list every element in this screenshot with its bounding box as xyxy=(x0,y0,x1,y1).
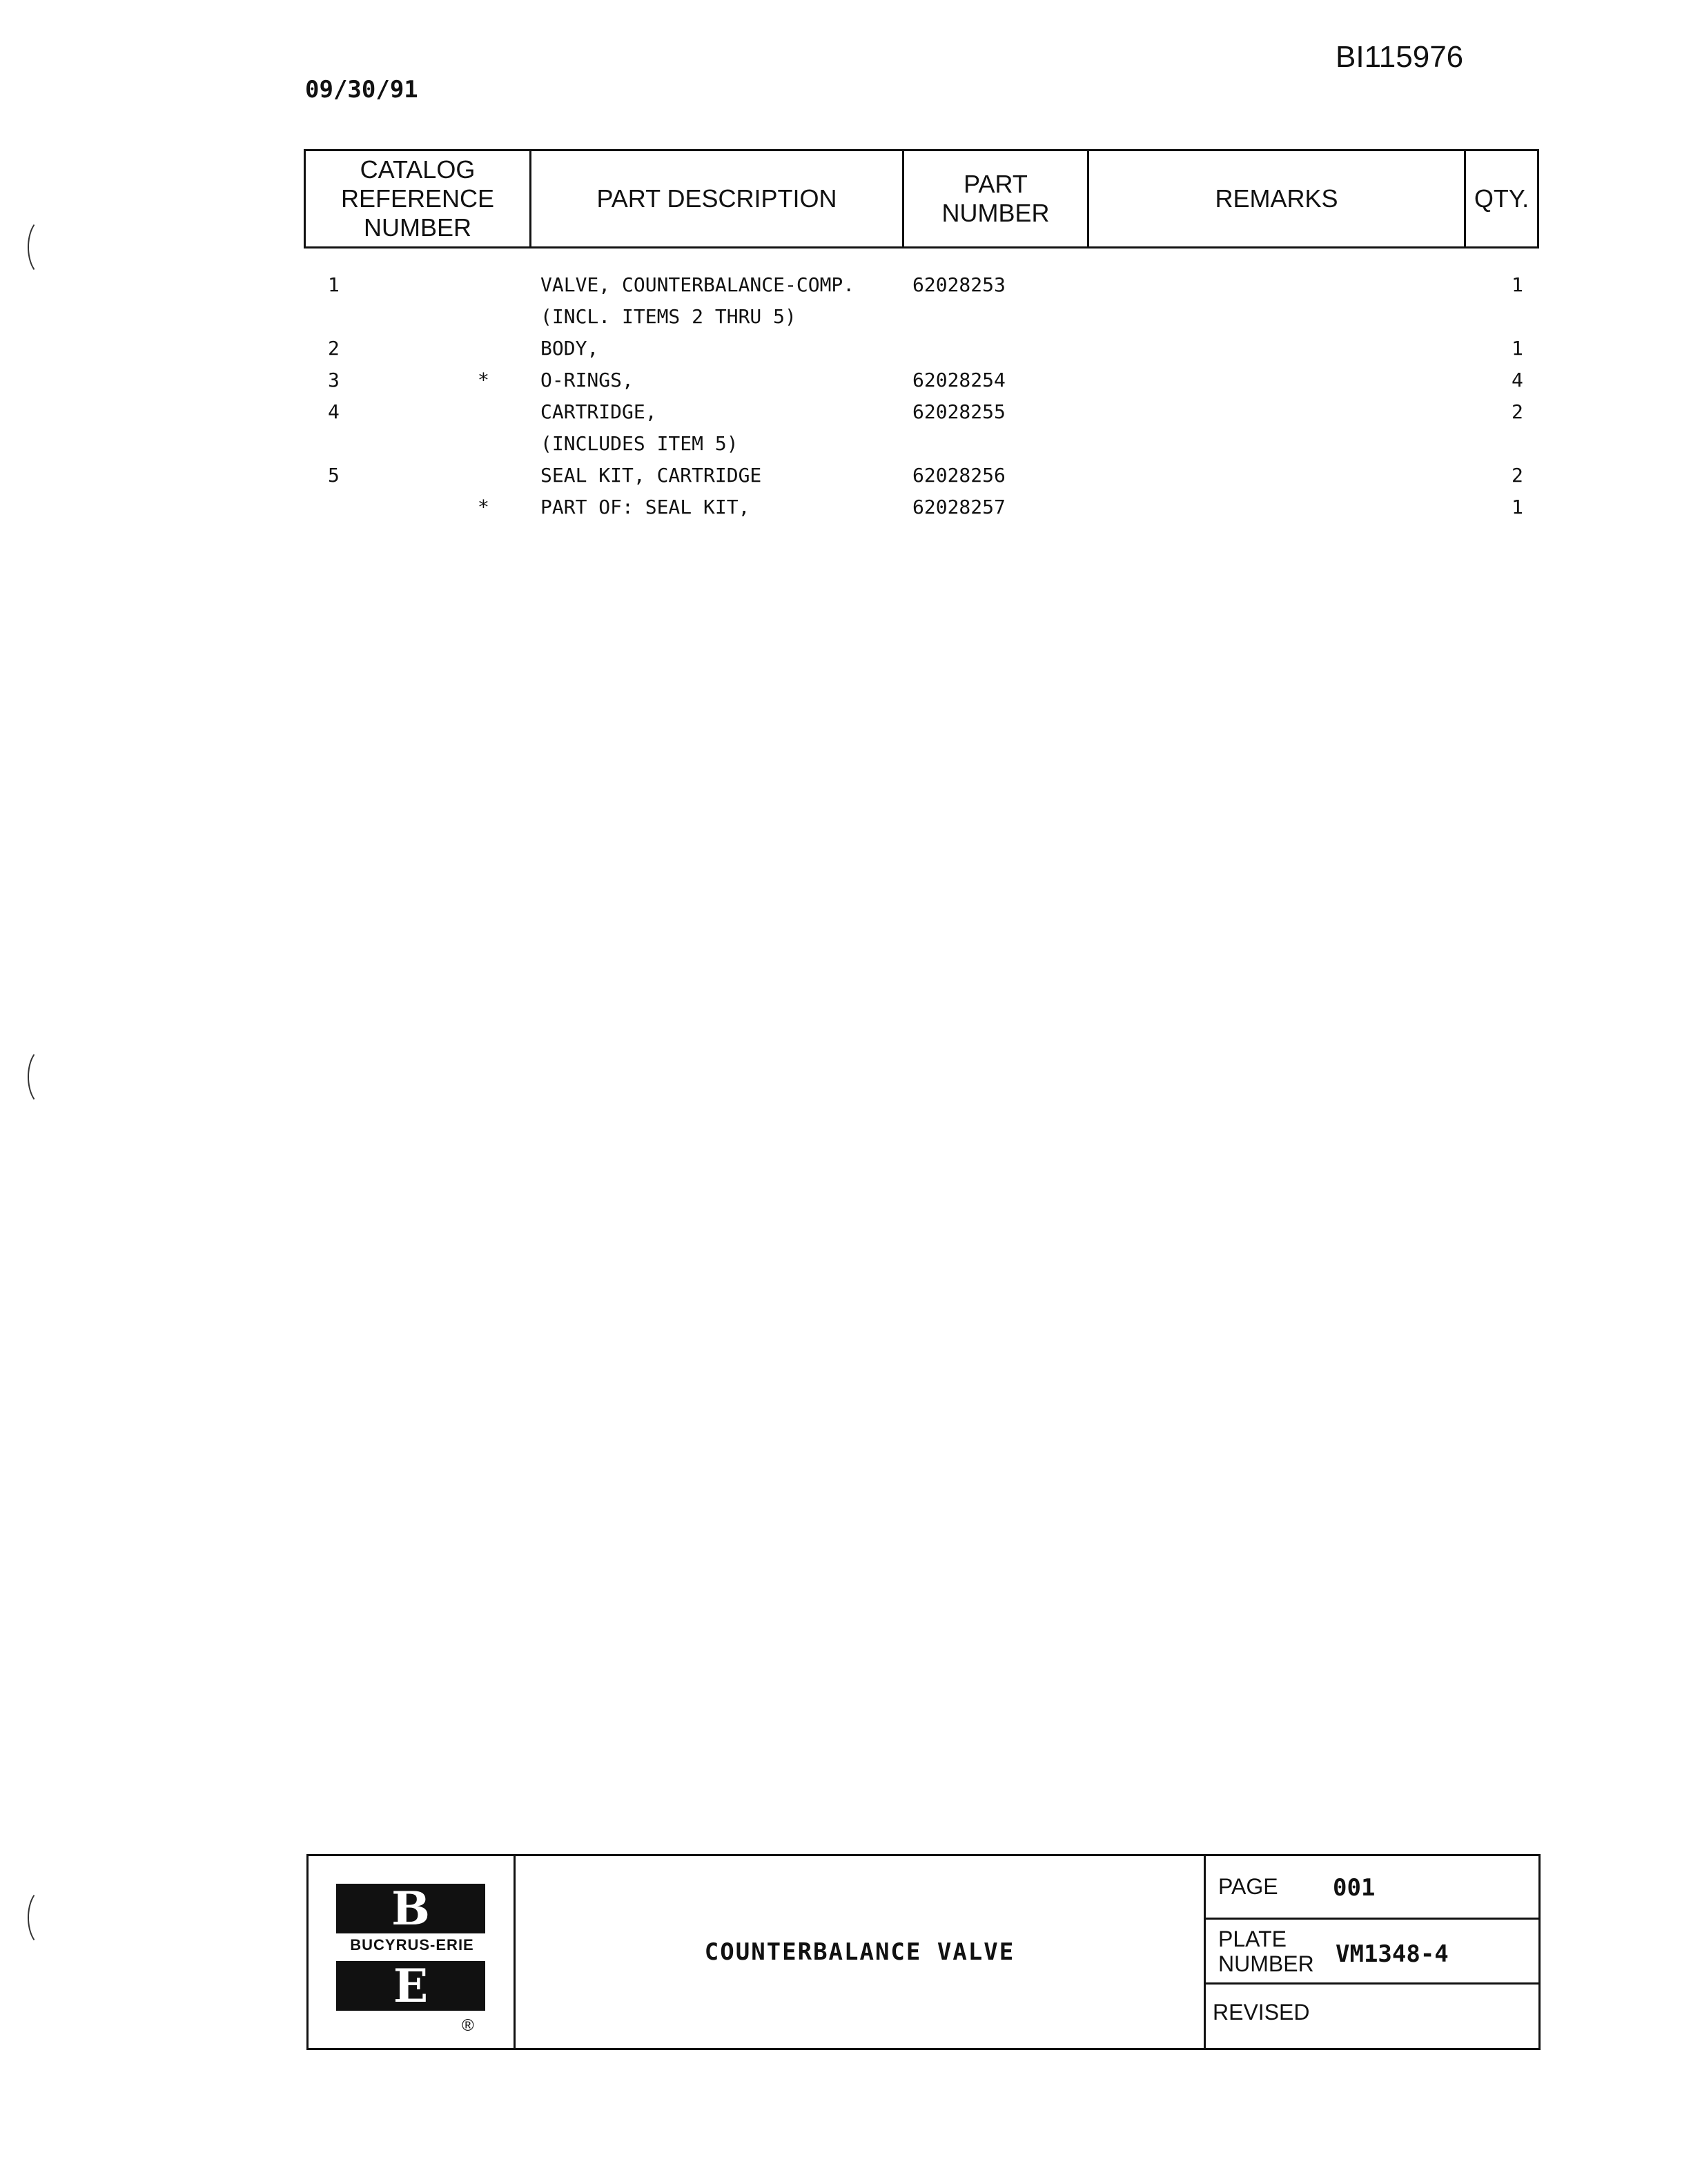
plate-number-row xyxy=(1206,1920,1538,1985)
quantity: 1 xyxy=(1512,273,1523,296)
column-header-part-description: PART DESCRIPTION xyxy=(531,151,904,246)
binder-hole-mark xyxy=(28,1889,59,1947)
revised-label: REVISED xyxy=(1213,2000,1310,2025)
asterisk-mark: * xyxy=(478,369,489,391)
catalog-ref: 1 xyxy=(328,273,340,296)
table-row xyxy=(304,305,1539,337)
table-row xyxy=(304,337,1539,369)
column-header-remarks: REMARKS xyxy=(1089,151,1466,246)
table-row xyxy=(304,273,1539,305)
part-description: PART OF: SEAL KIT, xyxy=(540,496,750,518)
registered-mark: ® xyxy=(462,2016,474,2035)
quantity: 1 xyxy=(1512,337,1523,360)
part-number: 62028257 xyxy=(912,496,1006,518)
column-header-catalog-reference: CATALOG REFERENCE NUMBER xyxy=(306,151,531,246)
binder-hole-mark xyxy=(28,1048,59,1106)
title-block-info xyxy=(1206,1856,1538,2048)
catalog-ref: 2 xyxy=(328,337,340,360)
plate-number-label: PLATE NUMBER xyxy=(1218,1927,1314,1976)
column-header-part-number: PART NUMBER xyxy=(904,151,1089,246)
part-description: VALVE, COUNTERBALANCE-COMP. xyxy=(540,273,855,296)
catalog-ref: 4 xyxy=(328,400,340,423)
parts-table-header xyxy=(304,149,1539,248)
part-description: (INCLUDES ITEM 5) xyxy=(540,432,739,455)
logo-letter-e: E xyxy=(336,1961,485,2011)
part-number: 62028256 xyxy=(912,464,1006,487)
part-description: SEAL KIT, CARTRIDGE xyxy=(540,464,762,487)
table-row xyxy=(304,369,1539,400)
page-label: PAGE xyxy=(1218,1874,1278,1899)
table-row xyxy=(304,400,1539,432)
quantity: 4 xyxy=(1512,369,1523,391)
title-block xyxy=(306,1854,1541,2050)
part-number: 62028254 xyxy=(912,369,1006,391)
document-id: BI115976 xyxy=(1336,40,1464,74)
part-description: CARTRIDGE, xyxy=(540,400,657,423)
table-row xyxy=(304,496,1539,527)
part-description: O-RINGS, xyxy=(540,369,634,391)
drawing-title: COUNTERBALANCE VALVE xyxy=(516,1856,1206,2048)
company-logo xyxy=(309,1856,516,2048)
part-description: BODY, xyxy=(540,337,599,360)
quantity: 2 xyxy=(1512,400,1523,423)
table-row xyxy=(304,432,1539,464)
plate-number-value: VM1348-4 xyxy=(1336,1940,1449,1968)
column-header-qty: QTY. xyxy=(1474,184,1529,213)
part-description: (INCL. ITEMS 2 THRU 5) xyxy=(540,305,796,328)
quantity: 1 xyxy=(1512,496,1523,518)
quantity: 2 xyxy=(1512,464,1523,487)
page-value: 001 xyxy=(1333,1874,1376,1902)
logo-company-name: BUCYRUS-ERIE xyxy=(350,1936,474,1953)
binder-hole-mark xyxy=(28,218,59,276)
revised-row xyxy=(1206,1985,1538,2048)
catalog-ref: 3 xyxy=(328,369,340,391)
part-number: 62028253 xyxy=(912,273,1006,296)
page-row xyxy=(1206,1856,1538,1920)
logo-letter-b: B xyxy=(336,1884,485,1933)
asterisk-mark: * xyxy=(478,496,489,518)
table-row xyxy=(304,464,1539,496)
catalog-ref: 5 xyxy=(328,464,340,487)
document-date: 09/30/91 xyxy=(305,76,418,104)
part-number: 62028255 xyxy=(912,400,1006,423)
